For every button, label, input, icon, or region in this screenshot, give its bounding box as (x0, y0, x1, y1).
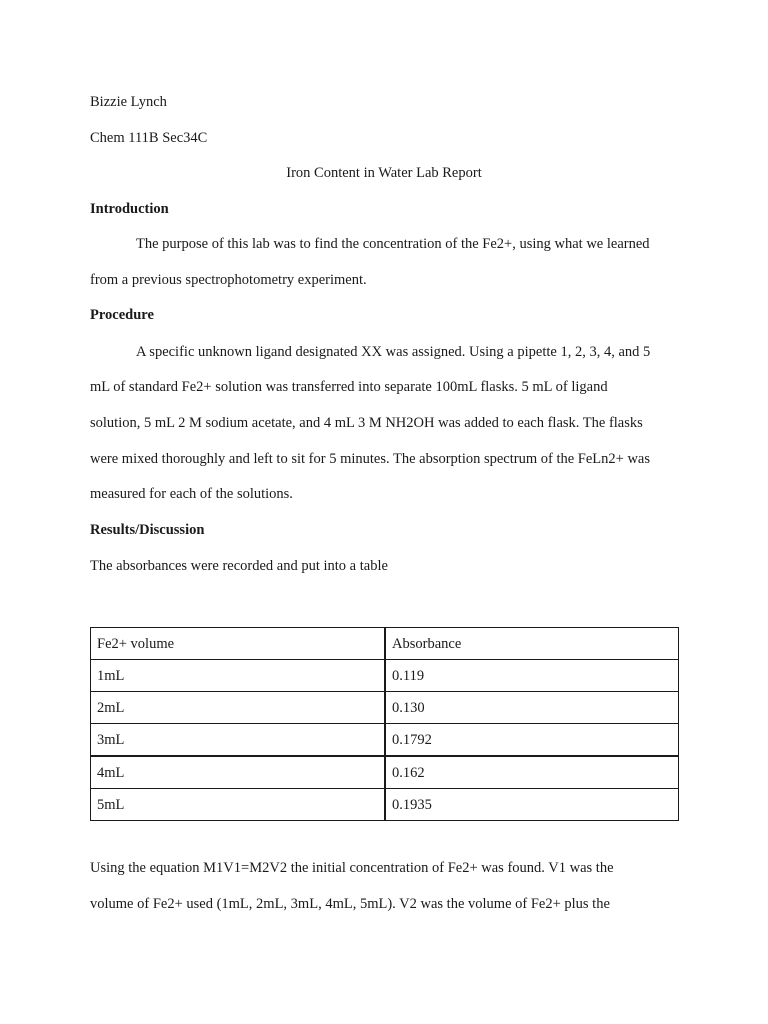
procedure-line: mL of standard Fe2+ solution was transferred into separate 100mL flasks. 5 mL of ligand (90, 379, 608, 395)
table-cell: 0.162 (385, 756, 679, 789)
results-line: Using the equation M1V1=M2V2 the initial concentration of Fe2+ was found. V1 was the (90, 860, 614, 876)
table-row (91, 724, 679, 757)
table-cell: 1mL (91, 660, 386, 692)
table-cell: 2mL (91, 692, 386, 724)
table-cell: 0.1935 (385, 789, 679, 821)
introduction-line: The purpose of this lab was to find the concentration of the Fe2+, using what we learned (136, 236, 650, 252)
results-line: volume of Fe2+ used (1mL, 2mL, 3mL, 4mL, 5mL). V2 was the volume of Fe2+ plus the (90, 896, 610, 912)
table-cell: 0.1792 (385, 724, 679, 757)
procedure-line: measured for each of the solutions. (90, 486, 293, 502)
introduction-line: from a previous spectrophotometry experiment. (90, 272, 367, 288)
table-cell: 3mL (91, 724, 386, 757)
table-cell: 4mL (91, 756, 386, 789)
table-row (91, 660, 679, 692)
course-info: Chem 111B Sec34C (90, 130, 208, 146)
table-header-cell: Fe2+ volume (91, 628, 386, 660)
introduction-heading: Introduction (90, 201, 169, 217)
absorbance-table (90, 627, 679, 821)
procedure-line: solution, 5 mL 2 M sodium acetate, and 4 mL 3 M NH2OH was added to each flask. The flasks (90, 415, 643, 431)
report-title: Iron Content in Water Lab Report (286, 165, 482, 181)
table-cell: 0.119 (385, 660, 679, 692)
results-heading: Results/Discussion (90, 522, 205, 538)
table-header-cell: Absorbance (385, 628, 679, 660)
author-name: Bizzie Lynch (90, 94, 167, 110)
table-cell: 5mL (91, 789, 386, 821)
table-cell: 0.130 (385, 692, 679, 724)
results-intro: The absorbances were recorded and put into a table (90, 558, 388, 574)
procedure-heading: Procedure (90, 307, 154, 323)
procedure-line: A specific unknown ligand designated XX was assigned. Using a pipette 1, 2, 3, 4, and 5 (136, 344, 651, 360)
table-row (91, 789, 679, 821)
table-header-row (91, 628, 679, 660)
procedure-line: were mixed thoroughly and left to sit for 5 minutes. The absorption spectrum of the FeLn2+ was (90, 451, 651, 467)
table-row (91, 692, 679, 724)
table-row (91, 756, 679, 789)
